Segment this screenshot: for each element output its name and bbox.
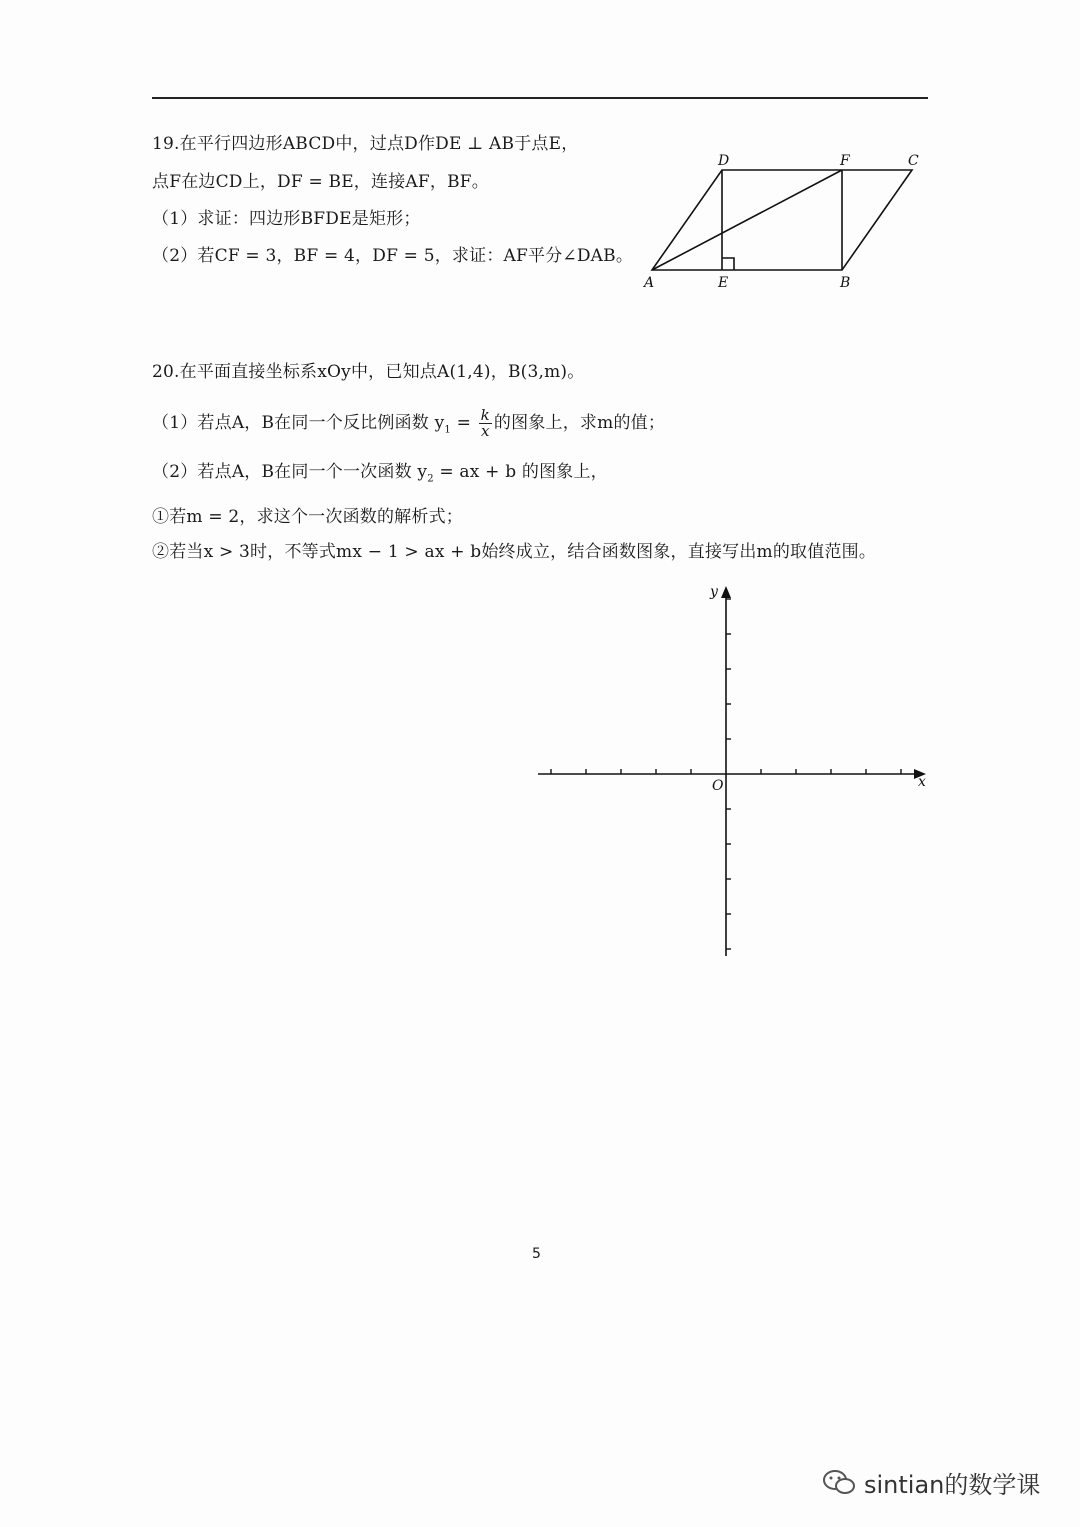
- watermark: [822, 1462, 1040, 1502]
- header-rule: [152, 97, 928, 99]
- q20-part1-sub: 1: [444, 424, 451, 436]
- q20-part2-sub: 2: [427, 473, 434, 485]
- fraction-k-over-x: [479, 408, 492, 439]
- wechat-icon: [822, 1468, 856, 1496]
- q20-sub2: ②若当x > 3时，不等式mx − 1 > ax + b始终成立，结合函数图象，直接写出m的取值范围。: [152, 542, 877, 562]
- q19-part1: （1）求证：四边形BFDE是矩形；: [152, 209, 421, 229]
- label-A: A: [644, 275, 655, 291]
- q19-part2: （2）若CF = 3，BF = 4，DF = 5，求证：AF平分∠DAB。: [152, 246, 634, 266]
- page-number: 5: [532, 1246, 541, 1262]
- coordinate-axes: [530, 580, 950, 960]
- right-angle-mark: [722, 258, 734, 270]
- q19-line2: 点F在边CD上，DF = BE，连接AF，BF。: [152, 172, 489, 192]
- segment-AF: [652, 170, 842, 270]
- origin-label: O: [712, 778, 724, 794]
- q20-part1-before: （1）若点A，B在同一个反比例函数 y: [152, 413, 445, 433]
- y-axis-arrow: [721, 586, 731, 598]
- y-axis-label: y: [710, 584, 718, 600]
- q20-part1-after: 的图象上，求m的值；: [493, 413, 666, 433]
- q20-line1: 20.在平面直接坐标系xOy中，已知点A(1,4)，B(3,m)。: [152, 362, 585, 382]
- q20-part2: [152, 460, 608, 491]
- x-axis-label: x: [918, 774, 926, 790]
- label-F: F: [840, 153, 850, 169]
- fraction-numerator: k: [480, 406, 490, 424]
- label-E: E: [718, 275, 729, 291]
- fraction-denominator: x: [480, 422, 490, 440]
- q20-sub1: ①若m = 2，求这个一次函数的解析式；: [152, 507, 463, 527]
- q20-part1-eq: =: [450, 413, 477, 433]
- label-D: D: [718, 153, 730, 169]
- parallelogram-figure: [640, 150, 940, 290]
- q20-part2-after: = ax + b 的图象上，: [433, 462, 608, 482]
- watermark-text: sintian的数学课: [864, 1470, 1041, 1499]
- q19-line1: 19.在平行四边形ABCD中，过点D作DE ⊥ AB于点E，: [152, 134, 579, 154]
- label-B: B: [840, 275, 851, 291]
- q20-part1: [152, 408, 665, 442]
- q20-part2-before: （2）若点A，B在同一个一次函数 y: [152, 462, 428, 482]
- label-C: C: [908, 153, 919, 169]
- parallelogram-ABCD: [652, 170, 912, 270]
